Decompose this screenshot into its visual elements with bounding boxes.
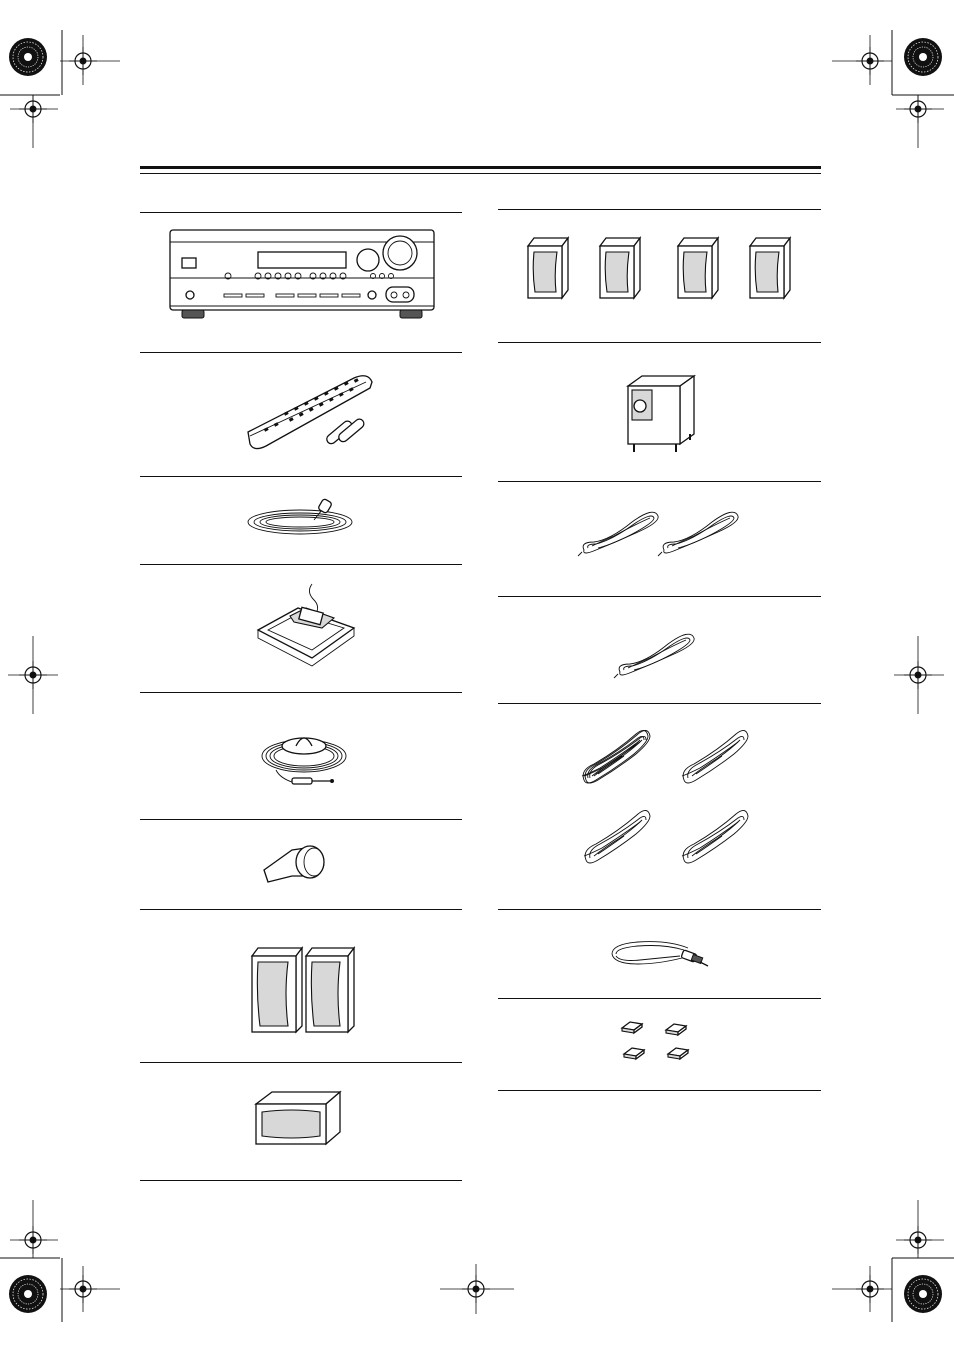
speaker-cable-single-illustration [614, 626, 698, 680]
plug-adapter-illustration [262, 840, 332, 886]
right-divider [498, 209, 821, 210]
av-receiver-illustration [168, 228, 438, 323]
audio-cable-illustration [608, 934, 718, 978]
am-antenna-illustration [250, 582, 360, 664]
left-divider [140, 692, 462, 693]
right-divider [498, 998, 821, 999]
front-speakers-illustration [248, 944, 356, 1036]
remote-controller-illustration [244, 372, 376, 454]
header-rule-thick [140, 166, 821, 169]
setup-microphone-illustration [256, 716, 356, 792]
right-divider [498, 909, 821, 910]
right-divider [498, 703, 821, 704]
center-speaker-illustration [252, 1086, 344, 1146]
left-divider [140, 819, 462, 820]
left-divider [140, 909, 462, 910]
speaker-cables-four-illustration [578, 728, 750, 870]
fm-antenna-illustration [244, 494, 364, 544]
speaker-cables-pair-illustration [580, 506, 744, 558]
header-rule-thin [140, 173, 821, 174]
speaker-cushions-illustration [620, 1020, 696, 1066]
left-divider [140, 212, 462, 213]
left-divider [140, 1180, 462, 1181]
right-divider [498, 1090, 821, 1091]
left-divider [140, 564, 462, 565]
left-divider [140, 1062, 462, 1063]
left-divider [140, 352, 462, 353]
left-divider [140, 476, 462, 477]
right-divider [498, 481, 821, 482]
subwoofer-illustration [624, 372, 700, 456]
right-divider [498, 596, 821, 597]
right-divider [498, 342, 821, 343]
surround-speakers-illustration [526, 236, 792, 302]
